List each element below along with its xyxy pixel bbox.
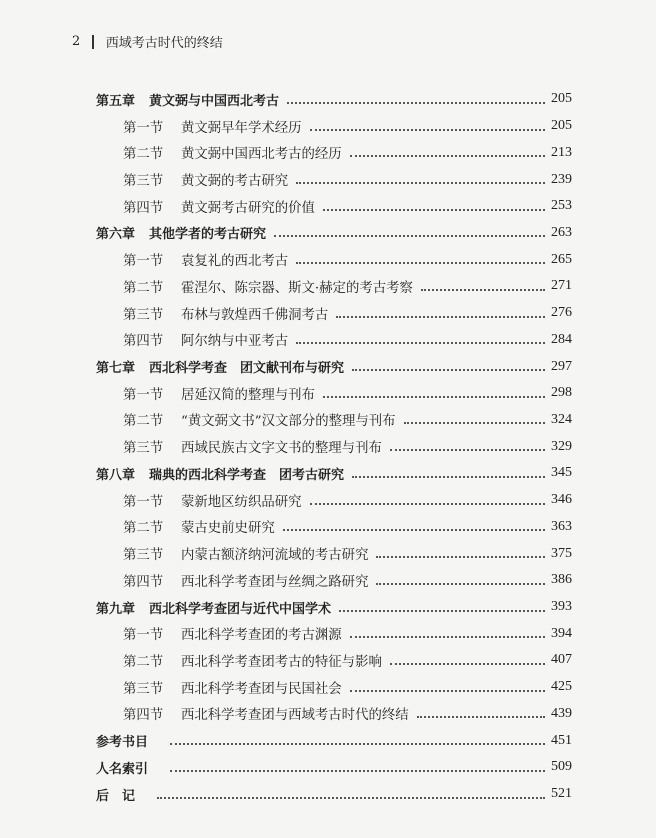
dot-leader bbox=[323, 208, 545, 211]
toc-page-number: 205 bbox=[551, 91, 572, 107]
toc-chapter-entry bbox=[96, 594, 572, 621]
toc-entry-label: 第三节 bbox=[123, 681, 164, 697]
dot-leader bbox=[310, 502, 545, 505]
toc-section-entry bbox=[96, 647, 572, 674]
toc-entry-title: 袁复礼的西北考古 bbox=[181, 254, 289, 270]
toc-entry-title: 黄文弼考古研究的价值 bbox=[181, 200, 315, 216]
table-of-contents bbox=[96, 86, 572, 807]
dot-leader bbox=[352, 475, 545, 478]
toc-section-entry bbox=[96, 166, 572, 193]
toc-page-number: 239 bbox=[551, 171, 572, 187]
toc-entry-title: 布林与敦煌西千佛洞考古 bbox=[181, 307, 329, 323]
toc-page-number: 363 bbox=[551, 518, 572, 534]
dot-leader bbox=[350, 689, 545, 692]
toc-chapter-entry bbox=[96, 460, 572, 487]
dot-leader bbox=[350, 635, 545, 638]
toc-entry-label: 参考书目 bbox=[96, 735, 149, 751]
toc-entry-title: 阿尔纳与中亚考古 bbox=[181, 334, 289, 350]
toc-entry-label: 第七章 bbox=[96, 361, 136, 377]
toc-entry-title: 蒙新地区纺织品研究 bbox=[181, 494, 302, 510]
running-header bbox=[72, 32, 223, 51]
toc-entry-title: 蒙古史前史研究 bbox=[181, 521, 275, 537]
toc-entry-title: “黄文弼文书”汉文部分的整理与刊布 bbox=[181, 414, 396, 430]
dot-leader bbox=[390, 662, 545, 665]
toc-entry-title: 黄文弼中国西北考古的经历 bbox=[181, 147, 342, 163]
toc-page-number: 393 bbox=[551, 599, 572, 615]
toc-entry-label: 第一节 bbox=[123, 254, 164, 270]
dot-leader bbox=[352, 368, 545, 371]
toc-page-number: 265 bbox=[551, 251, 572, 267]
dot-leader bbox=[323, 395, 545, 398]
toc-entry-label: 第二节 bbox=[123, 414, 164, 430]
toc-page-number: 407 bbox=[551, 652, 572, 668]
toc-page-number: 345 bbox=[551, 465, 572, 481]
toc-page-number: 386 bbox=[551, 572, 572, 588]
toc-section-entry bbox=[96, 433, 572, 460]
toc-entry-label: 第一节 bbox=[123, 494, 164, 510]
book-title: 西域考古时代的终结 bbox=[105, 36, 223, 51]
page-number: 2 bbox=[72, 34, 81, 49]
toc-entry-title: 黄文弼与中国西北考古 bbox=[149, 93, 280, 109]
toc-chapter-entry bbox=[96, 781, 572, 808]
toc-page-number: 509 bbox=[551, 759, 572, 775]
toc-entry-label: 第二节 bbox=[123, 147, 164, 163]
toc-entry-label: 第四节 bbox=[123, 200, 164, 216]
toc-entry-label: 人名索引 bbox=[96, 761, 149, 777]
toc-section-entry bbox=[96, 407, 572, 434]
toc-section-entry bbox=[96, 380, 572, 407]
toc-entry-label: 第三节 bbox=[123, 307, 164, 323]
dot-leader bbox=[296, 181, 545, 184]
dot-leader bbox=[350, 154, 545, 157]
toc-section-entry bbox=[96, 701, 572, 728]
toc-page-number: 324 bbox=[551, 411, 572, 427]
toc-section-entry bbox=[96, 540, 572, 567]
toc-entry-label: 第一节 bbox=[123, 387, 164, 403]
toc-chapter-entry bbox=[96, 220, 572, 247]
dot-leader bbox=[376, 582, 545, 585]
dot-leader bbox=[336, 315, 545, 318]
toc-entry-label: 第三节 bbox=[123, 548, 164, 564]
toc-page-number: 375 bbox=[551, 545, 572, 561]
toc-page-number: 263 bbox=[551, 224, 572, 240]
toc-entry-label: 第九章 bbox=[96, 601, 136, 617]
toc-section-entry bbox=[96, 300, 572, 327]
toc-section-entry bbox=[96, 246, 572, 273]
dot-leader bbox=[170, 742, 545, 745]
toc-entry-title: 居延汉简的整理与刊布 bbox=[181, 387, 315, 403]
toc-entry-label: 第一节 bbox=[123, 120, 164, 136]
toc-page-number: 521 bbox=[551, 786, 572, 802]
toc-page-number: 297 bbox=[551, 358, 572, 374]
toc-section-entry bbox=[96, 273, 572, 300]
header-divider bbox=[92, 35, 94, 49]
dot-leader bbox=[339, 609, 545, 612]
dot-leader bbox=[274, 234, 545, 237]
toc-page-number: 213 bbox=[551, 144, 572, 160]
toc-entry-title: 瑞典的西北科学考查 团考古研究 bbox=[149, 467, 345, 483]
toc-entry-title: 西北科学考查团与民国社会 bbox=[181, 681, 342, 697]
toc-entry-label: 第二节 bbox=[123, 280, 164, 296]
toc-entry-label: 第三节 bbox=[123, 441, 164, 457]
toc-chapter-entry bbox=[96, 754, 572, 781]
toc-page-number: 205 bbox=[551, 118, 572, 134]
toc-chapter-entry bbox=[96, 353, 572, 380]
toc-section-entry bbox=[96, 139, 572, 166]
toc-entry-label: 第四节 bbox=[123, 334, 164, 350]
toc-entry-label: 第一节 bbox=[123, 628, 164, 644]
toc-entry-title: 西北科学考查 团文献刊布与研究 bbox=[149, 361, 345, 377]
toc-entry-title: 内蒙古额济纳河流域的考古研究 bbox=[181, 548, 369, 564]
toc-section-entry bbox=[96, 567, 572, 594]
toc-entry-label: 第五章 bbox=[96, 93, 136, 109]
toc-entry-title: 黄文弼早年学术经历 bbox=[181, 120, 302, 136]
toc-entry-label: 第四节 bbox=[123, 708, 164, 724]
toc-entry-label: 第六章 bbox=[96, 227, 136, 243]
toc-entry-title: 黄文弼的考古研究 bbox=[181, 174, 289, 190]
toc-entry-title: 西北科学考查团与西域考古时代的终结 bbox=[181, 708, 409, 724]
toc-section-entry bbox=[96, 193, 572, 220]
toc-entry-label: 第二节 bbox=[123, 654, 164, 670]
toc-section-entry bbox=[96, 514, 572, 541]
dot-leader bbox=[390, 448, 545, 451]
toc-entry-title: 西北科学考查团与丝绸之路研究 bbox=[181, 574, 369, 590]
toc-section-entry bbox=[96, 487, 572, 514]
dot-leader bbox=[404, 421, 545, 424]
dot-leader bbox=[283, 528, 545, 531]
toc-page-number: 425 bbox=[551, 679, 572, 695]
toc-entry-title: 西北科学考查团考古的特征与影响 bbox=[181, 654, 382, 670]
toc-entry-label: 第三节 bbox=[123, 174, 164, 190]
toc-section-entry bbox=[96, 674, 572, 701]
toc-page-number: 298 bbox=[551, 385, 572, 401]
toc-entry-label: 第二节 bbox=[123, 521, 164, 537]
toc-page-number: 284 bbox=[551, 331, 572, 347]
toc-section-entry bbox=[96, 326, 572, 353]
toc-entry-label: 第八章 bbox=[96, 467, 136, 483]
dot-leader bbox=[296, 261, 545, 264]
dot-leader bbox=[417, 715, 545, 718]
toc-entry-title: 霍涅尔、陈宗器、斯文·赫定的考古考察 bbox=[181, 280, 413, 296]
toc-page-number: 329 bbox=[551, 438, 572, 454]
toc-section-entry bbox=[96, 620, 572, 647]
toc-section-entry bbox=[96, 113, 572, 140]
toc-page-number: 276 bbox=[551, 305, 572, 321]
dot-leader bbox=[170, 769, 545, 772]
toc-page-number: 394 bbox=[551, 625, 572, 641]
toc-page-number: 253 bbox=[551, 198, 572, 214]
toc-entry-title: 西北科学考查团与近代中国学术 bbox=[149, 601, 332, 617]
toc-entry-label: 第四节 bbox=[123, 574, 164, 590]
toc-page-number: 271 bbox=[551, 278, 572, 294]
dot-leader bbox=[296, 341, 545, 344]
dot-leader bbox=[287, 101, 545, 104]
toc-page-number: 346 bbox=[551, 492, 572, 508]
toc-page-number: 451 bbox=[551, 732, 572, 748]
toc-chapter-entry bbox=[96, 86, 572, 113]
toc-entry-title: 其他学者的考古研究 bbox=[149, 227, 267, 243]
dot-leader bbox=[157, 796, 545, 799]
dot-leader bbox=[421, 288, 545, 291]
dot-leader bbox=[310, 128, 545, 131]
toc-entry-title: 西域民族古文字文书的整理与刊布 bbox=[181, 441, 382, 457]
toc-entry-title: 西北科学考查团的考古渊源 bbox=[181, 628, 342, 644]
toc-page-number: 439 bbox=[551, 705, 572, 721]
dot-leader bbox=[376, 555, 545, 558]
toc-chapter-entry bbox=[96, 727, 572, 754]
toc-entry-label: 后 记 bbox=[96, 788, 136, 804]
